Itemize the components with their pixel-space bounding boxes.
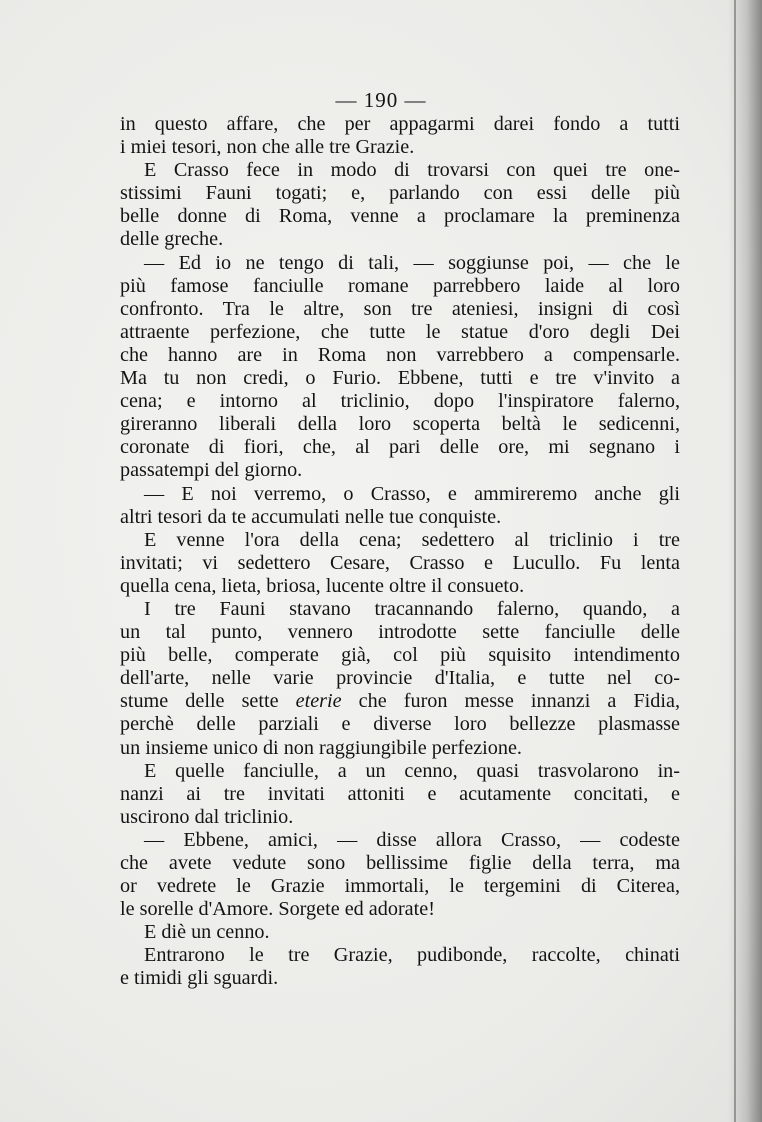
text-line: perchè delle parziali e diverse loro bellezze plasmasse	[120, 713, 680, 736]
text-line: E venne l'ora della cena; sedettero al triclinio i tre	[144, 528, 680, 551]
text-line: confronto. Tra le altre, son tre ateniesi, insigni di così	[120, 297, 680, 320]
text-line: delle greche.	[120, 228, 224, 251]
text-line: I tre Fauni stavano tracannando falerno, quando, a	[144, 597, 680, 620]
text-line: le sorelle d'Amore. Sorgete ed adorate!	[120, 898, 435, 921]
text-line: invitati; vi sedettero Cesare, Crasso e Lucullo. Fu lenta	[120, 551, 680, 574]
text-line: un tal punto, vennero introdotte sette fanciulle delle	[120, 621, 680, 644]
text-line: Ma tu non credi, o Furio. Ebbene, tutti e tre v'invito a	[120, 367, 680, 390]
text-line: più famose fanciulle romane parrebbero laide al loro	[120, 274, 680, 297]
text-line	[120, 690, 680, 713]
text-line: uscirono dal triclinio.	[120, 805, 294, 828]
text-line: attraente perfezione, che tutte le statue d'oro degli Dei	[120, 320, 680, 343]
binding-edge	[734, 0, 736, 1122]
text-line: stissimi Fauni togati; e, parlando con essi delle più	[120, 182, 680, 205]
body-text	[120, 113, 680, 991]
text-line: — E noi verremo, o Crasso, e ammireremo anche gli	[144, 482, 680, 505]
text-line: nanzi ai tre invitati attoniti e acutamente concitati, e	[120, 782, 680, 805]
text-line: dell'arte, nelle varie provincie d'Italia, e tutte nel co-	[120, 667, 680, 690]
text-line: or vedrete le Grazie immortali, le tergemini di Citerea,	[120, 875, 680, 898]
text-line: coronate di fiori, che, al pari delle ore, mi segnano i	[120, 436, 680, 459]
text-line: quella cena, lieta, briosa, lucente oltre il consueto.	[120, 574, 525, 597]
text-line: i miei tesori, non che alle tre Grazie.	[120, 136, 415, 159]
text-line: cena; e intorno al triclinio, dopo l'inspiratore falerno,	[120, 390, 680, 413]
page-number: — 190 —	[335, 88, 427, 112]
text-segment: che furon messe innanzi a Fidia,	[341, 690, 680, 713]
text-segment: stume delle sette	[120, 690, 296, 713]
text-line: E diè un cenno.	[144, 921, 270, 944]
text-line: — Ed io ne tengo di tali, — soggiunse poi, — che le	[144, 251, 680, 274]
italic-term: eterie	[295, 690, 342, 713]
text-line: passatempi del giorno.	[120, 459, 303, 482]
text-line: belle donne di Roma, venne a proclamare la preminenza	[120, 205, 680, 228]
text-line: Entrarono le tre Grazie, pudibonde, raccolte, chinati	[144, 944, 680, 967]
text-line: più belle, comperate già, col più squisito intendimento	[120, 644, 680, 667]
text-line: — Ebbene, amici, — disse allora Crasso, — codeste	[144, 828, 680, 851]
text-line: in questo affare, che per appagarmi darei fondo a tutti	[120, 113, 680, 135]
text-line: gireranno liberali della loro scoperta beltà le sedicenni,	[120, 413, 680, 436]
text-line: E quelle fanciulle, a un cenno, quasi trasvolarono in-	[144, 759, 680, 782]
text-line: che hanno are in Roma non varrebbero a compensarle.	[120, 343, 680, 366]
text-line: altri tesori da te accumulati nelle tue conquiste.	[120, 505, 502, 528]
text-line: che avete vedute sono bellissime figlie della terra, ma	[120, 852, 680, 874]
text-line: e timidi gli sguardi.	[120, 967, 279, 990]
text-line: E Crasso fece in modo di trovarsi con quei tre one-	[144, 159, 680, 182]
text-line: un insieme unico di non raggiungibile perfezione.	[120, 736, 522, 759]
